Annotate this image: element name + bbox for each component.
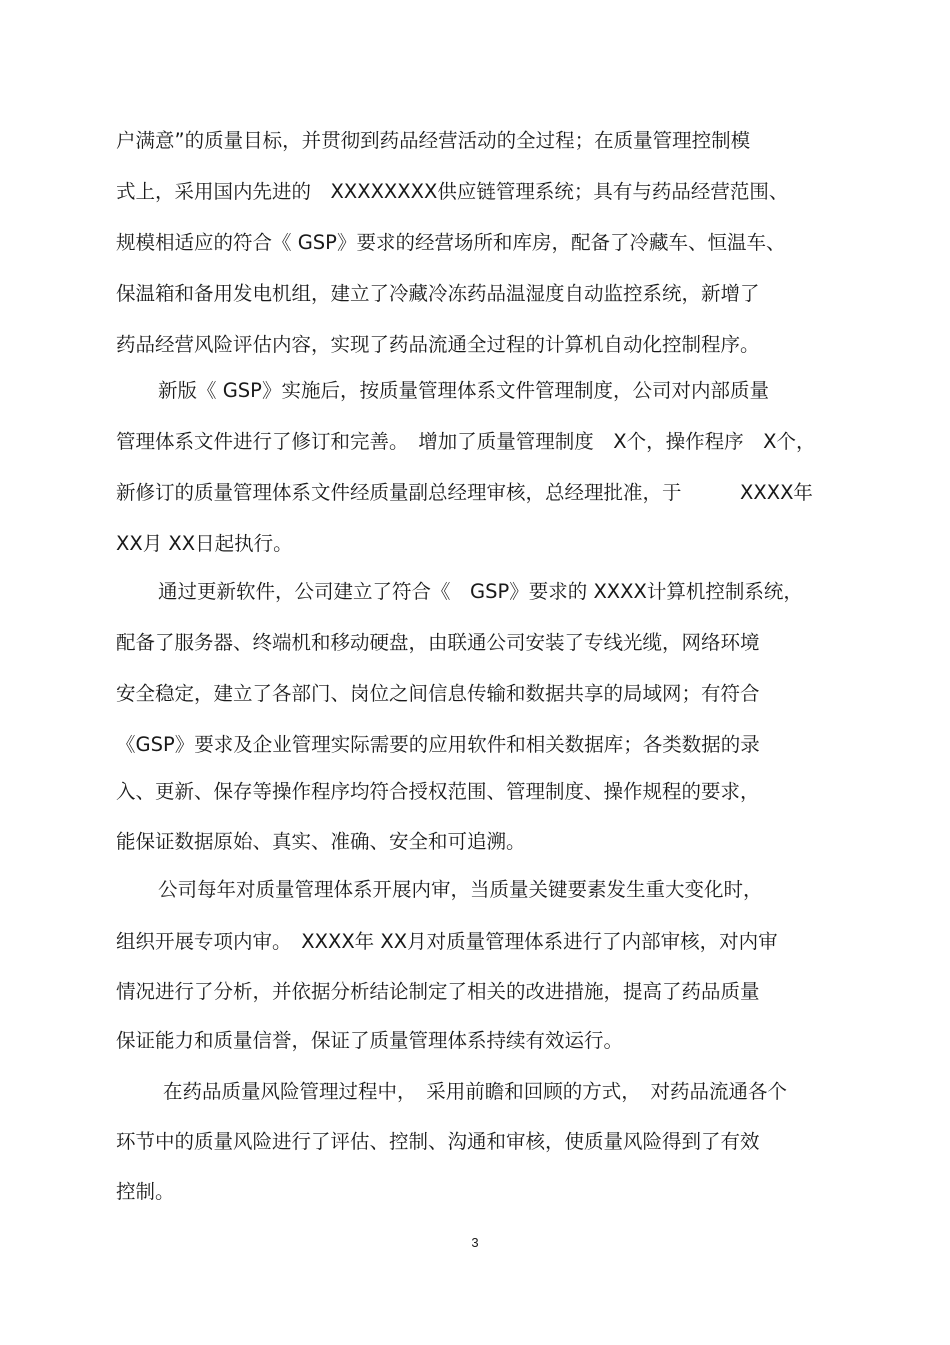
text-line: 公司每年对质量管理体系开展内审，当质量关键要素发生重大变化时， bbox=[158, 878, 763, 901]
text-line: 药品经营风险评估内容，实现了药品流通全过程的计算机自动化控制程序。 bbox=[116, 333, 760, 356]
text-line: 在药品质量风险管理过程中， 采用前瞻和回顾的方式， 对药品流通各个 bbox=[163, 1080, 788, 1103]
text-line: 新修订的质量管理体系文件经质量副总经理审核，总经理批准，于 XXXX年 bbox=[116, 481, 813, 504]
page-number: 3 bbox=[471, 1235, 479, 1250]
text-line: 入、更新、保存等操作程序均符合授权范围、管理制度、操作规程的要求， bbox=[116, 780, 760, 803]
text-line: 户满意”的质量目标，并贯彻到药品经营活动的全过程；在质量管理控制模 bbox=[116, 129, 751, 152]
text-line: 环节中的质量风险进行了评估、控制、沟通和审核，使质量风险得到了有效 bbox=[116, 1130, 760, 1153]
text-line: 情况进行了分析，并依据分析结论制定了相关的改进措施，提高了药品质量 bbox=[116, 980, 760, 1003]
text-line: 管理体系文件进行了修订和完善。 增加了质量管理制度 X个，操作程序 X个， bbox=[116, 430, 816, 453]
text-line: 控制。 bbox=[116, 1180, 175, 1203]
text-line: 安全稳定，建立了各部门、岗位之间信息传输和数据共享的局域网；有符合 bbox=[116, 682, 760, 705]
text-line: 新版《 GSP》实施后，按质量管理体系文件管理制度，公司对内部质量 bbox=[158, 379, 769, 402]
text-line: 保证能力和质量信誉，保证了质量管理体系持续有效运行。 bbox=[116, 1029, 624, 1052]
text-line: XX月 XX日起执行。 bbox=[116, 532, 293, 555]
text-line: 能保证数据原始、真实、准确、安全和可追溯。 bbox=[116, 830, 526, 853]
text-line: 配备了服务器、终端机和移动硬盘，由联通公司安装了专线光缆，网络环境 bbox=[116, 631, 760, 654]
text-line: 式上，采用国内先进的 XXXXXXXX供应链管理系统；具有与药品经营范围、 bbox=[116, 180, 789, 203]
text-line: 保温箱和备用发电机组，建立了冷藏冷冻药品温湿度自动监控系统，新增了 bbox=[116, 282, 760, 305]
text-line: 规模相适应的符合《 GSP》要求的经营场所和库房，配备了冷藏车、恒温车、 bbox=[116, 231, 786, 254]
text-line: 组织开展专项内审。 XXXX年 XX月对质量管理体系进行了内部审核，对内审 bbox=[116, 930, 778, 953]
text-line: 通过更新软件，公司建立了符合《 GSP》要求的 XXXX计算机控制系统， bbox=[158, 580, 803, 603]
text-line: 《GSP》要求及企业管理实际需要的应用软件和相关数据库；各类数据的录 bbox=[116, 733, 760, 756]
